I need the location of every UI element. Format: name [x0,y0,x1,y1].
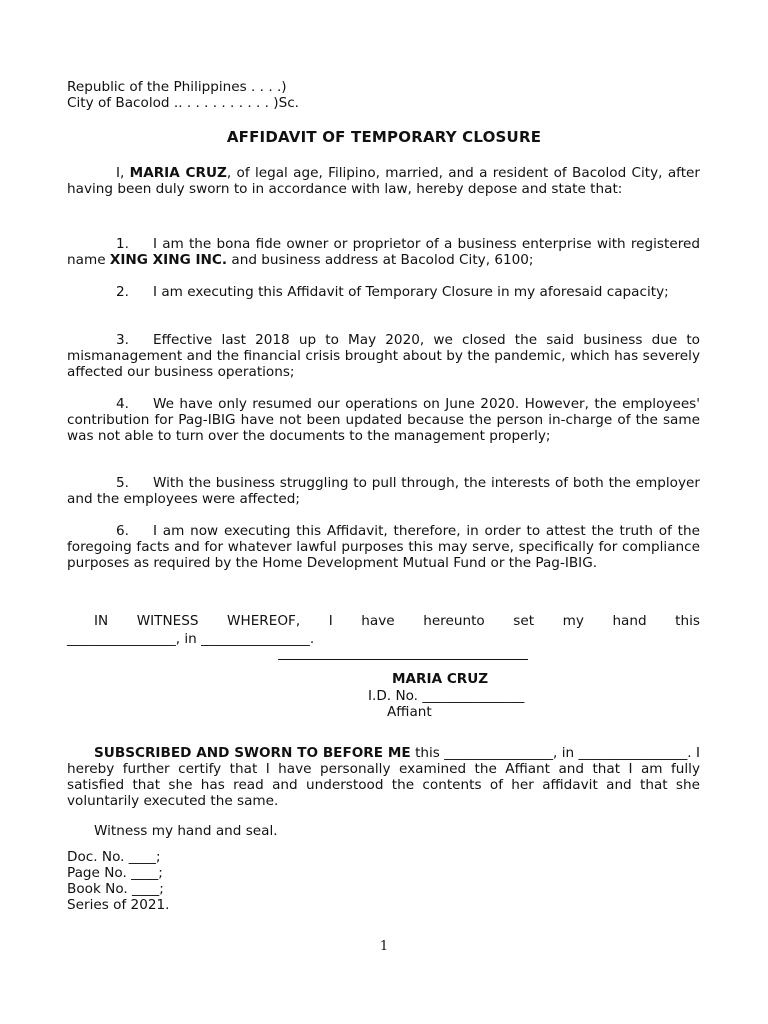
paragraph-4 [67,396,700,444]
jurat-heading: SUBSCRIBED AND SWORN TO BEFORE ME [94,745,411,761]
page-number-entry: Page No. ____; [67,865,163,881]
item-3-text: Effective last 2018 up to May 2020, we closed the said business due to mismanagement and the financial crisis brought about by the pandemic, which has severely affected our business operations; [67,332,700,380]
venue-republic: Republic of the Philippines . . . .) [67,79,287,95]
paragraph-1 [67,236,700,268]
affiant-label: Affiant [387,704,432,720]
paragraph-2 [67,284,700,300]
series-year: Series of 2021. [67,897,170,913]
affiant-name: MARIA CRUZ [129,165,227,181]
item-number: 3. [116,332,129,348]
paragraph-3 [67,332,700,380]
intro-rest: , of legal age, Filipino, married, and a resident of Bacolod City, after having been duly sworn to in accordance with law, hereby depose and state that: [67,165,700,197]
paragraph-5 [67,475,700,507]
item-number: 2. [116,284,129,300]
doc-number: Doc. No. ____; [67,849,161,865]
business-name: XING XING INC. [109,252,228,268]
item-4-text: We have only resumed our operations on June 2020. However, the employees' contribution for Pag-IBIG have not been updated because the person in-charge of the same was not able to turn over the documents to the management properly; [67,396,700,444]
paragraph-6 [67,523,700,571]
item-number: 6. [116,523,129,539]
signatory-name: MARIA CRUZ [392,671,489,687]
intro-paragraph [67,165,700,197]
jurat-paragraph [67,745,700,809]
item-6-text: I am now executing this Affidavit, therefore, in order to attest the truth of the foregoing facts and for whatever lawful purposes this may serve, specifically for compliance purposes as required by the Home Development Mutual Fund or the Pag-IBIG. [67,523,700,571]
venue-city: City of Bacolod .. . . . . . . . . . . )Sc. [67,95,299,111]
item-1-text: I am the bona fide owner or proprietor of a business enterprise with registered name [67,236,700,268]
witness-whereof-line: IN WITNESS WHEREOF, I have hereunto set my hand this [94,613,700,629]
id-number-line: I.D. No. _______________ [368,688,525,704]
item-number: 1. [116,236,129,252]
page-number: 1 [379,939,389,954]
item-5-text: With the business struggling to pull through, the interests of both the employer and the employees were affected; [67,475,700,507]
book-number: Book No. ____; [67,881,164,897]
signature-line [278,659,528,660]
jurat-text: this ________________, in ________________. I hereby further certify that I have personally examined the Affiant and that I am fully satisfied that she has read and understood the contents of her affidavit and that she voluntarily executed the same. [67,745,700,809]
item-1-text-end: and business address at Bacolod City, 6100; [227,252,534,268]
document-title: AFFIDAVIT OF TEMPORARY CLOSURE [226,128,542,146]
witness-date-place: ________________, in ________________. [67,631,315,647]
witness-seal: Witness my hand and seal. [94,823,278,839]
intro-lead: I, [116,165,130,181]
item-number: 4. [116,396,129,412]
item-2-text: I am executing this Affidavit of Temporary Closure in my aforesaid capacity; [152,284,669,300]
item-number: 5. [116,475,129,491]
